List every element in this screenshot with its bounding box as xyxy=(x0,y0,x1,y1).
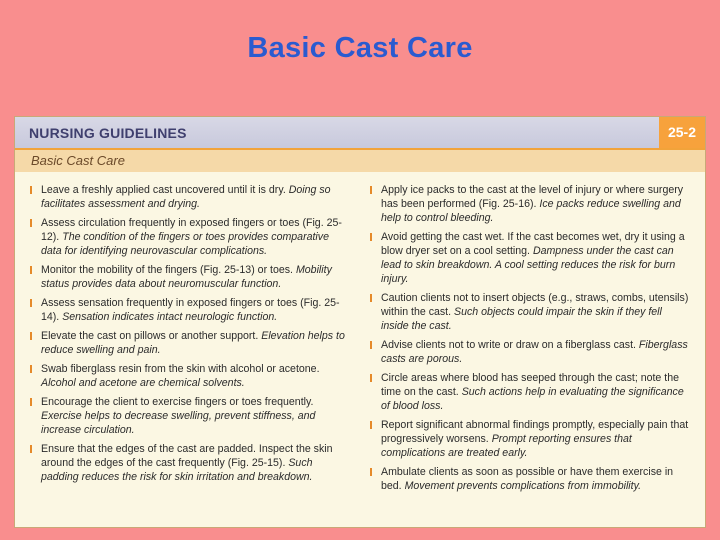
guideline-text: Encourage the client to exercise fingers or toes frequently. xyxy=(41,396,314,408)
guideline-number-badge: 25-2 xyxy=(659,117,705,148)
guideline-item xyxy=(29,362,351,390)
guideline-item xyxy=(29,183,351,211)
left-guideline-list xyxy=(29,183,351,489)
guideline-rationale: Such objects could impair the skin if they fell inside the cast. xyxy=(381,306,662,332)
guideline-rationale: Ice packs reduce swelling and help to control bleeding. xyxy=(381,198,681,224)
bullet-marker-icon xyxy=(370,421,372,429)
guideline-item xyxy=(29,263,351,291)
guideline-item xyxy=(369,183,691,225)
bullet-marker-icon xyxy=(30,365,32,373)
guideline-text: Assess sensation frequently in exposed fingers or toes (Fig. 25-14). xyxy=(41,297,340,323)
guideline-item xyxy=(29,442,351,484)
bullet-marker-icon xyxy=(370,374,372,382)
guideline-item xyxy=(369,338,691,366)
guideline-text: Ensure that the edges of the cast are padded. Inspect the skin around the edges of the cast frequently (Fig. 25-15). xyxy=(41,443,333,469)
slide-title: Basic Cast Care xyxy=(247,32,473,64)
guideline-text: Assess circulation frequently in exposed fingers or toes (Fig. 25-12). xyxy=(41,217,342,243)
guideline-item xyxy=(29,395,351,437)
bullet-marker-icon xyxy=(370,233,372,241)
bullet-marker-icon xyxy=(370,294,372,302)
guideline-rationale: Prompt reporting ensures that complications are treated early. xyxy=(381,433,632,459)
bullet-marker-icon xyxy=(370,186,372,194)
bullet-marker-icon xyxy=(30,219,32,227)
guideline-rationale: Such padding reduces the risk for skin irritation and breakdown. xyxy=(41,457,313,483)
guideline-text: Ambulate clients as soon as possible or have them exercise in bed. xyxy=(381,466,674,492)
bullet-marker-icon xyxy=(30,398,32,406)
guideline-item xyxy=(369,418,691,460)
guideline-item xyxy=(29,296,351,324)
card-subheader xyxy=(15,150,705,172)
bullet-marker-icon xyxy=(370,341,372,349)
guideline-rationale: Dampness under the cast can lead to skin breakdown. A cool setting reduces the risk for burn injury. xyxy=(381,245,676,285)
guideline-text: Apply ice packs to the cast at the level of injury or where surgery has been performed (Fig. 25-16). xyxy=(381,184,684,210)
bullet-marker-icon xyxy=(30,445,32,453)
guideline-rationale: Alcohol and acetone are chemical solvents. xyxy=(41,377,245,389)
bullet-marker-icon xyxy=(370,468,372,476)
guideline-text: Swab fiberglass resin from the skin with alcohol or acetone. xyxy=(41,363,320,375)
card-subtitle: Basic Cast Care xyxy=(31,153,125,168)
right-guideline-list xyxy=(369,183,691,498)
guideline-text: Report significant abnormal findings promptly, especially pain that progressively worsens. xyxy=(381,419,689,445)
guideline-rationale: The condition of the fingers or toes provides comparative data for identifying neurovascular complications. xyxy=(41,231,329,257)
guideline-item xyxy=(369,291,691,333)
card-header xyxy=(15,117,705,150)
guideline-text: Monitor the mobility of the fingers (Fig. 25-13) or toes. xyxy=(41,264,294,276)
guideline-item xyxy=(369,371,691,413)
card-header-title: NURSING GUIDELINES xyxy=(29,125,187,141)
guideline-rationale: Movement prevents complications from immobility. xyxy=(404,480,642,492)
bullet-marker-icon xyxy=(30,266,32,274)
bullet-marker-icon xyxy=(30,186,32,194)
guideline-rationale: Such actions help in evaluating the significance of blood loss. xyxy=(381,386,684,412)
guideline-item xyxy=(29,329,351,357)
bullet-marker-icon xyxy=(30,332,32,340)
guideline-item xyxy=(369,230,691,286)
guideline-rationale: Elevation helps to reduce swelling and pain. xyxy=(41,330,345,356)
nursing-guidelines-box xyxy=(14,116,706,528)
guideline-rationale: Fiberglass casts are porous. xyxy=(381,339,688,365)
guideline-item xyxy=(29,216,351,258)
guideline-text: Leave a freshly applied cast uncovered until it is dry. xyxy=(41,184,286,196)
guideline-text: Elevate the cast on pillows or another support. xyxy=(41,330,259,342)
guideline-text: Caution clients not to insert objects (e.g., straws, combs, utensils) within the cast. xyxy=(381,292,689,318)
guideline-text: Circle areas where blood has seeped through the cast; note the time on the cast. xyxy=(381,372,679,398)
guideline-text: Advise clients not to write or draw on a fiberglass cast. xyxy=(381,339,636,351)
guideline-rationale: Exercise helps to decrease swelling, prevent stiffness, and increase circulation. xyxy=(41,410,316,436)
bullet-marker-icon xyxy=(30,299,32,307)
guideline-text: Avoid getting the cast wet. If the cast becomes wet, dry it using a blow dryer set on a cool setting. xyxy=(381,231,685,257)
guideline-rationale: Mobility status provides data about neuromuscular function. xyxy=(41,264,332,290)
guideline-item xyxy=(369,465,691,493)
guideline-rationale: Doing so facilitates assessment and drying. xyxy=(41,184,331,210)
guideline-rationale: Sensation indicates intact neurologic function. xyxy=(62,311,278,323)
